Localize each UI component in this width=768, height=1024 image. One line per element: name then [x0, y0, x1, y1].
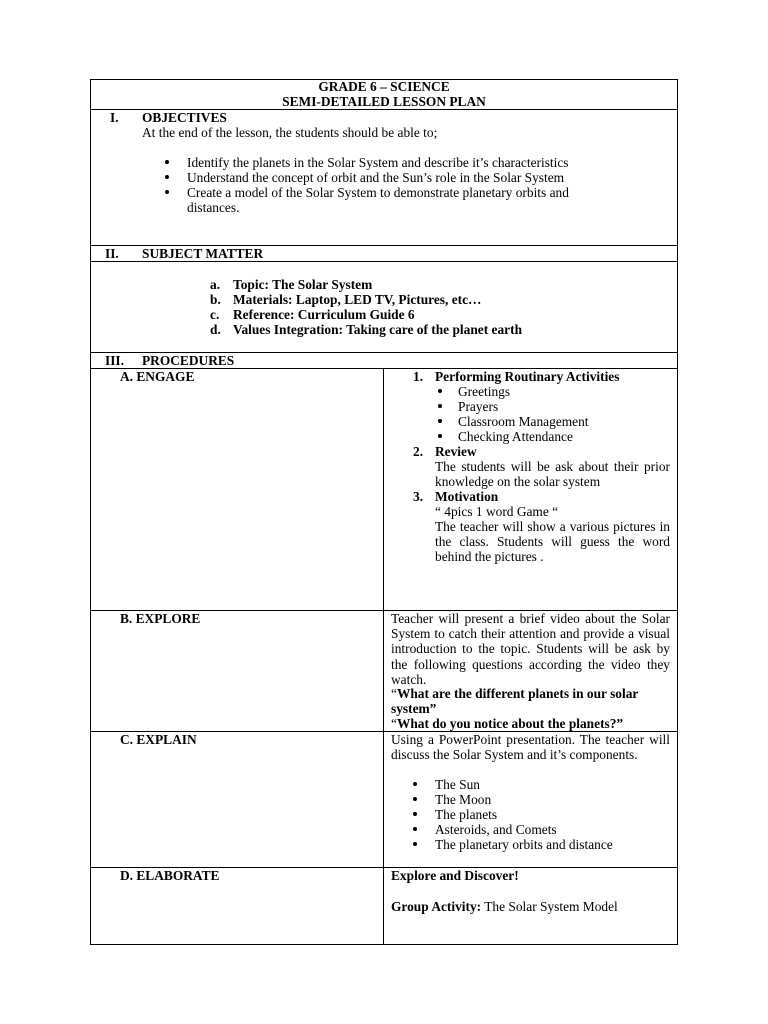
engage-bullet: Classroom Management: [458, 414, 589, 429]
bullet-icon: [413, 842, 417, 846]
document-subtitle: SEMI-DETAILED LESSON PLAN: [282, 94, 486, 109]
explore-question: “What are the different planets in our solar system”: [391, 686, 639, 717]
bullet-icon: [413, 812, 417, 816]
document-title: GRADE 6 – SCIENCE: [318, 79, 450, 94]
engage-label: A. ENGAGE: [120, 369, 195, 384]
explore-question: “What do you notice about the planets?”: [391, 716, 624, 731]
objective-item: Understand the concept of orbit and the Sun’s role in the Solar System: [187, 170, 565, 185]
bullet-icon: [438, 404, 442, 408]
objectives-intro: At the end of the lesson, the students should be able to;: [142, 125, 438, 140]
list-letter: c.: [210, 307, 220, 322]
section-numeral: II.: [105, 246, 119, 261]
bullet-icon: [165, 160, 169, 164]
list-letter: a.: [210, 277, 221, 292]
objectives-heading: OBJECTIVES: [142, 110, 227, 125]
engage-bullet: Greetings: [458, 384, 511, 399]
explain-bullet: The Moon: [435, 792, 492, 807]
list-number: 1.: [413, 369, 424, 384]
engage-motivation-text: The teacher will show a various pictures in the class. Students will guess the word behind the pictures .: [435, 519, 670, 565]
table-border: [90, 79, 678, 945]
subject-item: Reference: Curriculum Guide 6: [233, 307, 415, 322]
procedures-heading: PROCEDURES: [142, 353, 235, 368]
objective-item: Identify the planets in the Solar System and describe it’s characteristics: [187, 155, 569, 170]
bullet-icon: [438, 419, 442, 423]
explain-text: Using a PowerPoint presentation. The teacher will discuss the Solar System and it’s components.: [391, 732, 670, 763]
bullet-icon: [165, 175, 169, 179]
explain-bullet: Asteroids, and Comets: [435, 822, 557, 837]
subject-item: Topic: The Solar System: [233, 277, 373, 292]
explain-bullet: The planets: [435, 807, 498, 822]
engage-bullet: Checking Attendance: [458, 429, 573, 444]
lesson-plan-page: [90, 79, 678, 945]
engage-bullet: Prayers: [458, 399, 499, 414]
elaborate-group-activity: Group Activity: The Solar System Model: [391, 899, 618, 914]
engage-item-title: Review: [435, 444, 477, 459]
list-number: 3.: [413, 489, 424, 504]
bullet-icon: [413, 797, 417, 801]
subject-item: Values Integration: Taking care of the planet earth: [233, 322, 523, 337]
explain-label: C. EXPLAIN: [120, 732, 197, 747]
explore-text: Teacher will present a brief video about the Solar System to catch their attention and provide a visual introduction to the topic. Students will be ask by the following questions according the video they watch.: [391, 611, 670, 687]
bullet-icon: [438, 389, 442, 393]
list-letter: d.: [210, 322, 221, 337]
engage-item-title: Motivation: [435, 489, 499, 504]
objective-item-continued: distances.: [187, 200, 240, 215]
bullet-icon: [165, 190, 169, 194]
list-letter: b.: [210, 292, 221, 307]
section-numeral: III.: [105, 353, 124, 368]
engage-game-name: “ 4pics 1 word Game “: [435, 504, 559, 519]
list-number: 2.: [413, 444, 424, 459]
elaborate-label: D. ELABORATE: [120, 868, 220, 883]
elaborate-title: Explore and Discover!: [391, 868, 519, 883]
bullet-icon: [438, 434, 442, 438]
bullet-icon: [413, 827, 417, 831]
explain-bullet: The Sun: [435, 777, 481, 792]
objective-item: Create a model of the Solar System to demonstrate planetary orbits and: [187, 185, 569, 200]
explore-label: B. EXPLORE: [120, 611, 201, 626]
section-numeral: I.: [110, 110, 119, 125]
explain-bullet: The planetary orbits and distance: [435, 837, 613, 852]
engage-item-title: Performing Routinary Activities: [435, 369, 620, 384]
engage-review-text: The students will be ask about their prior knowledge on the solar system: [435, 459, 670, 490]
bullet-icon: [413, 782, 417, 786]
subject-matter-heading: SUBJECT MATTER: [142, 246, 264, 261]
column-divider: [383, 368, 384, 945]
subject-item: Materials: Laptop, LED TV, Pictures, etc…: [233, 292, 482, 307]
